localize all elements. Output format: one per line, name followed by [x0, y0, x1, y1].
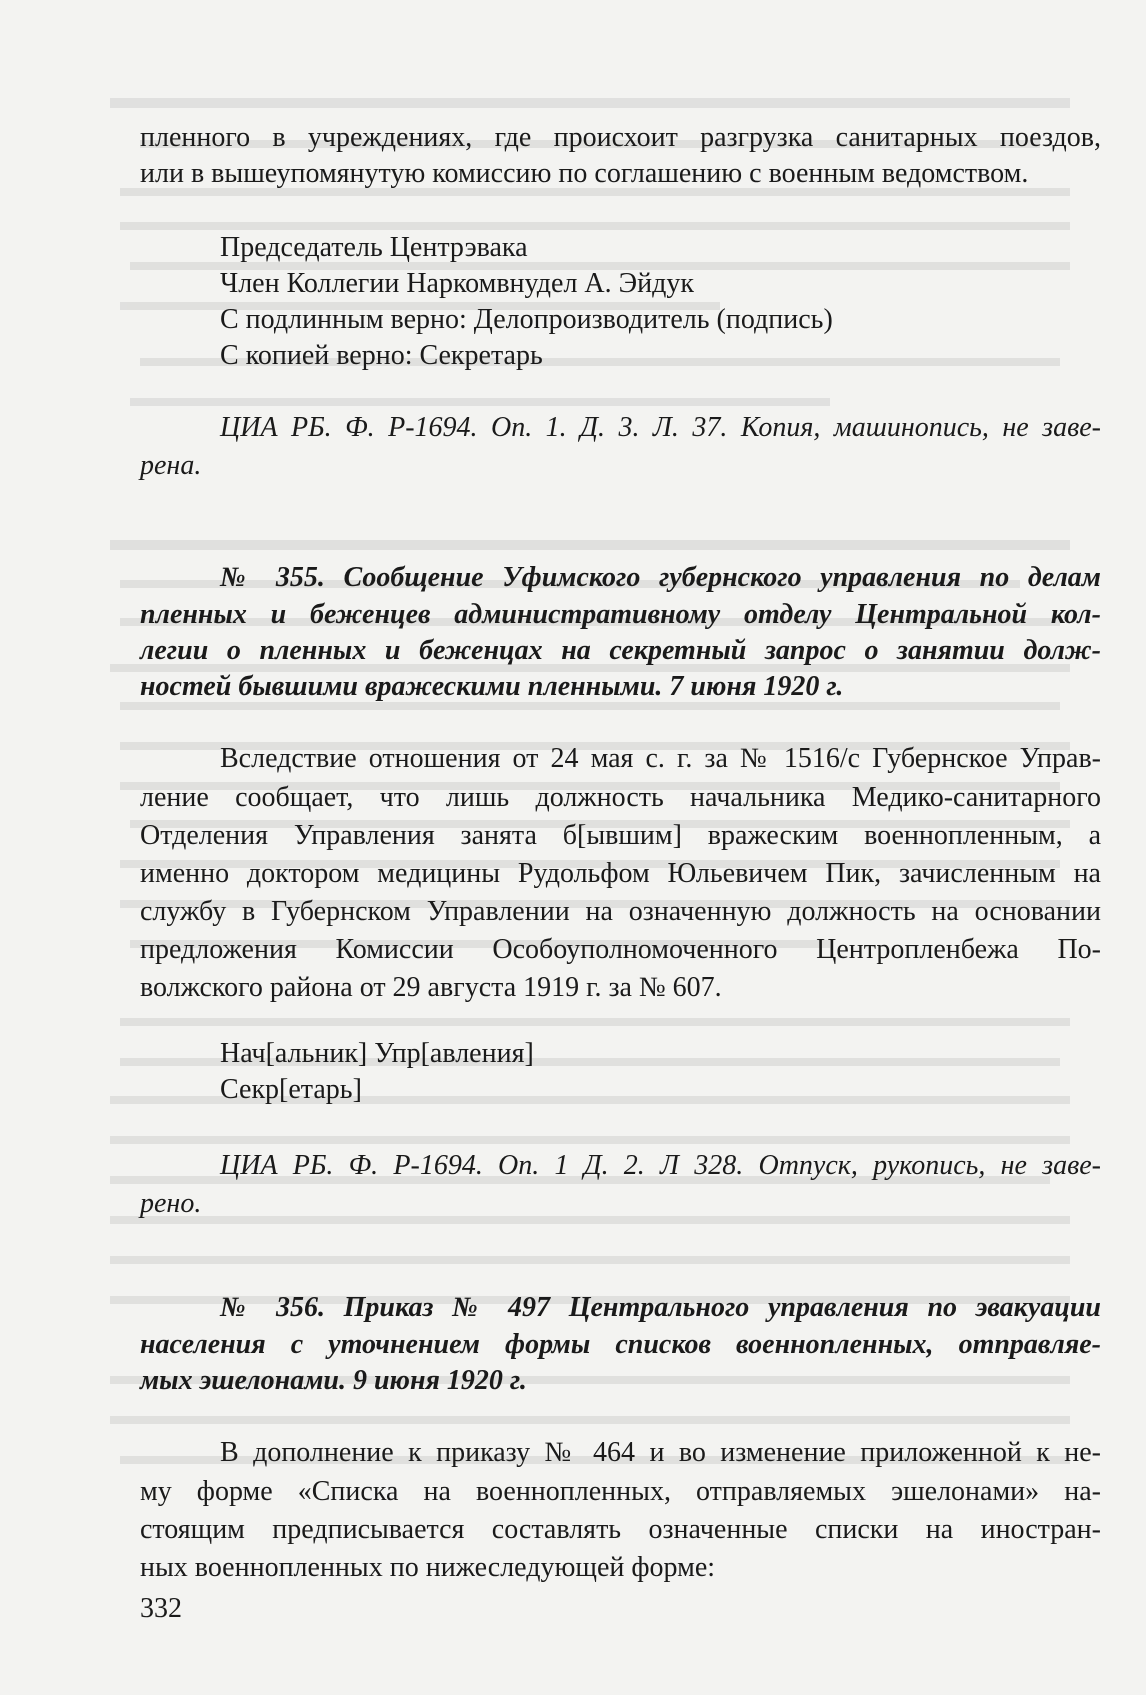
body-line: ление сообщает, что лишь должность начальника Медико-санитарного [140, 782, 1101, 813]
archive-reference-1 [220, 410, 1101, 446]
doc-356-body-first [220, 1435, 1101, 1471]
archive-ref-line: рено. [140, 1188, 202, 1219]
heading-line: пленных и беженцев административному отделу Центральной кол- [140, 599, 1101, 630]
signature-line: С копией верно: Секретарь [220, 340, 543, 371]
doc-355-archive-reference [220, 1148, 1101, 1184]
doc-355-signatures [220, 1036, 534, 1108]
doc-355-heading-cont [140, 597, 1101, 705]
body-line: В дополнение к приказу № 464 и во изменение приложенной к не- [220, 1437, 1101, 1468]
body-line: ных военнопленных по нижеследующей форме: [140, 1552, 716, 1583]
intro-line: или в вышеупомянутую комиссию по соглашению с военным ведомством. [140, 158, 1029, 189]
body-line: стоящим предписывается составлять означенные списки на иностран- [140, 1514, 1101, 1545]
doc-355-archive-reference-cont [140, 1186, 1101, 1222]
signature-line: С подлинным верно: Делопроизводитель (подпись) [220, 304, 833, 335]
body-line: волжского района от 29 августа 1919 г. за № 607. [140, 972, 722, 1003]
page-number: 332 [140, 1593, 182, 1624]
signature-block-1 [220, 230, 833, 374]
heading-line: мых эшелонами. 9 июня 1920 г. [140, 1365, 527, 1396]
doc-355-heading [220, 560, 1101, 596]
body-line: предложения Комиссии Особоуполномоченного Центропленбежа По- [140, 934, 1101, 965]
doc-356-body [140, 1473, 1101, 1587]
body-line: службу в Губернском Управлении на означенную должность на основании [140, 896, 1101, 927]
archive-ref-line: ЦИА РБ. Ф. Р-1694. Оп. 1 Д. 2. Л 328. Отпуск, рукопись, не заве- [220, 1150, 1101, 1181]
archive-reference-1-cont [140, 448, 1101, 484]
body-line: именно доктором медицины Рудольфом Юльевичем Пик, зачисленным на [140, 858, 1101, 889]
doc-355-body-first [220, 741, 1101, 777]
body-line: му форме «Списка на военнопленных, отправляемых эшелонами» на- [140, 1476, 1101, 1507]
intro-paragraph [140, 120, 1101, 192]
heading-line: № 356. Приказ № 497 Центрального управления по эвакуации [220, 1292, 1101, 1323]
signature-line: Член Коллегии Наркомвнудел А. Эйдук [220, 268, 694, 299]
archive-ref-line: ЦИА РБ. Ф. Р-1694. Оп. 1. Д. 3. Л. 37. Копия, машинопись, не заве- [220, 412, 1101, 443]
doc-356-heading [220, 1290, 1101, 1326]
heading-line: ностей бывшими вражескими пленными. 7 июня 1920 г. [140, 671, 844, 702]
archive-ref-line: рена. [140, 450, 202, 481]
signature-line: Нач[альник] Упр[авления] [220, 1038, 534, 1069]
signature-line: Председатель Центрэвака [220, 232, 528, 263]
signature-line: Секр[етарь] [220, 1074, 362, 1105]
heading-line: № 355. Сообщение Уфимского губернского управления по делам [220, 562, 1101, 593]
heading-line: легии о пленных и беженцах на секретный запрос о занятии долж- [140, 635, 1101, 666]
body-line: Отделения Управления занята б[ывшим] вражеским военнопленным, а [140, 820, 1101, 851]
heading-line: населения с уточнением формы списков военнопленных, отправляе- [140, 1329, 1101, 1360]
doc-356-heading-cont [140, 1327, 1101, 1399]
doc-355-body [140, 779, 1101, 1007]
body-line: Вследствие отношения от 24 мая с. г. за № 1516/с Губернское Управ- [220, 743, 1101, 774]
intro-line: пленного в учреждениях, где происхоит разгрузка санитарных поездов, [140, 122, 1101, 153]
